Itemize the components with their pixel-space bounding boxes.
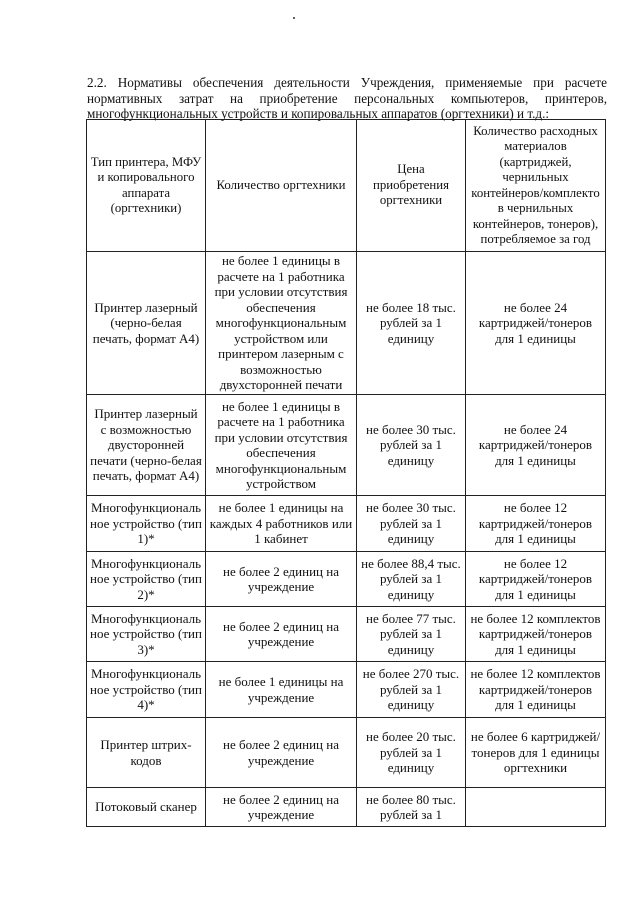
cell-price: не более 77 тыс. рублей за 1 единицу (357, 607, 466, 662)
table-row (87, 252, 606, 395)
cell-consumables: не более 12 комплектов картриджей/тонеров для 1 единицы (466, 607, 606, 662)
table-row (87, 662, 606, 718)
cell-price: не более 30 тыс. рублей за 1 единицу (357, 395, 466, 496)
cell-quantity: не более 1 единицы в расчете на 1 работника при условии отсутствия обеспечения многофункциональным устройством (206, 395, 357, 496)
cell-type: Потоковый сканер (87, 788, 206, 827)
cell-type: Принтер штрих-кодов (87, 718, 206, 788)
cell-consumables: не более 24 картриджей/тонеров для 1 единицы (466, 252, 606, 395)
cell-consumables: не более 6 картриджей/тонеров для 1 единицы оргтехники (466, 718, 606, 788)
intro-paragraph: 2.2. Нормативы обеспечения деятельности Учреждения, применяемые при расчете нормативных затрат на приобретение персональных компьютеров, принтеров, многофункциональных устройств и копировальных аппаратов (оргтехники) и т.д.: (87, 75, 607, 122)
norms-table (86, 119, 606, 827)
cell-price: не более 88,4 тыс. рублей за 1 единицу (357, 552, 466, 607)
table-row (87, 496, 606, 552)
cell-price: не более 18 тыс. рублей за 1 единицу (357, 252, 466, 395)
header-printer-type: Тип принтера, МФУ и копировального аппарата (оргтехники) (87, 120, 206, 252)
cell-type: Многофункциональ ное устройство (тип 4)* (87, 662, 206, 718)
cell-price: не более 80 тыс. рублей за 1 (357, 788, 466, 827)
cell-quantity: не более 2 единиц на учреждение (206, 552, 357, 607)
cell-quantity: не более 1 единицы в расчете на 1 работника при условии отсутствия обеспечения многофункциональным устройством или принтером лазерным с возможностью двухсторонней печати (206, 252, 357, 395)
cell-consumables: не более 12 картриджей/тонеров для 1 единицы (466, 552, 606, 607)
cell-quantity: не более 2 единиц на учреждение (206, 788, 357, 827)
header-consumables: Количество расходных материалов (картриджей, чернильных контейнеров/комплекто в чернильных контейнеров, тонеров), потребляемое за год (466, 120, 606, 252)
cell-price: не более 20 тыс. рублей за 1 единицу (357, 718, 466, 788)
cell-quantity: не более 1 единицы на каждых 4 работников или 1 кабинет (206, 496, 357, 552)
cell-quantity: не более 1 единицы на учреждение (206, 662, 357, 718)
cell-quantity: не более 2 единиц на учреждение (206, 718, 357, 788)
cell-type: Принтер лазерный с возможностью двусторонней печати (черно-белая печать, формат А4) (87, 395, 206, 496)
cell-type: Многофункциональ ное устройство (тип 3)* (87, 607, 206, 662)
cell-consumables: не более 12 комплектов картриджей/тонеров для 1 единицы (466, 662, 606, 718)
table-row (87, 552, 606, 607)
cell-consumables (466, 788, 606, 827)
cell-price: не более 30 тыс. рублей за 1 единицу (357, 496, 466, 552)
table-row (87, 395, 606, 496)
cell-consumables: не более 24 картриджей/тонеров для 1 единицы (466, 395, 606, 496)
cell-quantity: не более 2 единиц на учреждение (206, 607, 357, 662)
scan-mark (293, 17, 295, 19)
table-header-row (87, 120, 606, 252)
cell-type: Принтер лазерный (черно-белая печать, формат А4) (87, 252, 206, 395)
cell-price: не более 270 тыс. рублей за 1 единицу (357, 662, 466, 718)
header-price: Цена приобретения оргтехники (357, 120, 466, 252)
cell-type: Многофункциональ ное устройство (тип 2)* (87, 552, 206, 607)
cell-consumables: не более 12 картриджей/тонеров для 1 единицы (466, 496, 606, 552)
table-row (87, 788, 606, 827)
header-quantity: Количество оргтехники (206, 120, 357, 252)
table-row (87, 718, 606, 788)
cell-type: Многофункциональ ное устройство (тип 1)* (87, 496, 206, 552)
table-row (87, 607, 606, 662)
